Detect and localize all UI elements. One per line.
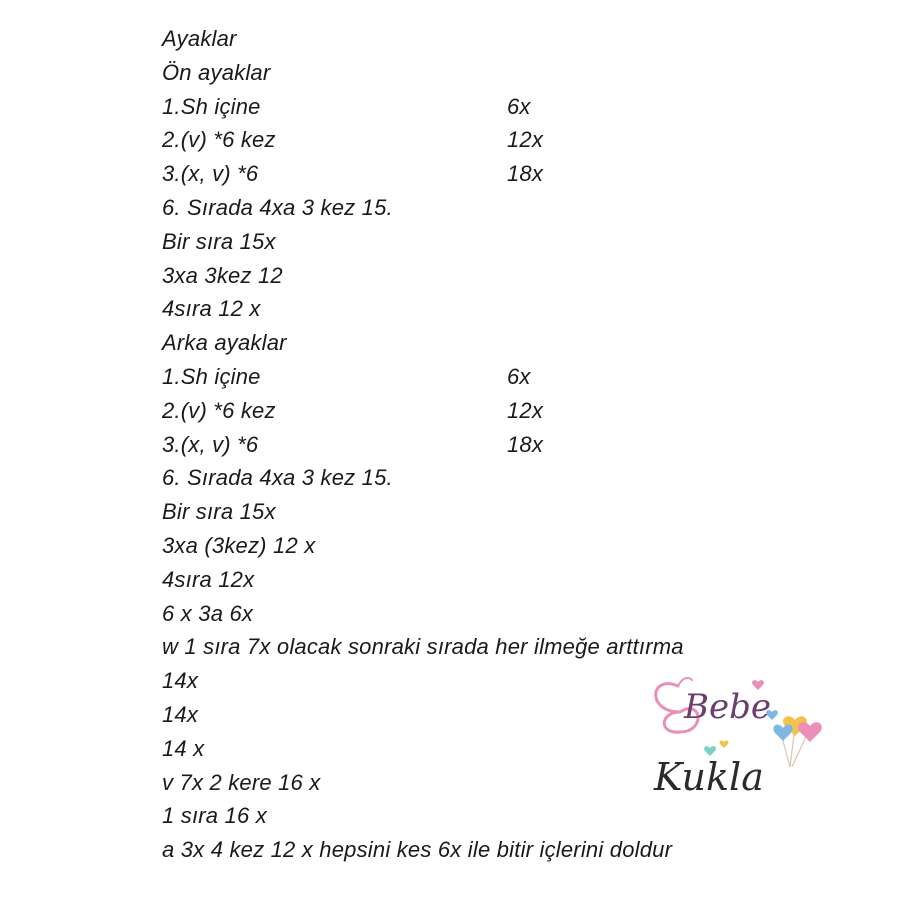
line-text: 4sıra 12x	[162, 566, 255, 592]
line-text: Bir sıra 15x	[162, 228, 276, 254]
line-text: 14x	[162, 668, 199, 694]
line-text: 2.(v) *6 kez	[162, 397, 276, 423]
line-text: 3.(x, v) *6	[162, 161, 259, 187]
stitch-count: 6x	[507, 93, 531, 119]
line-text: Arka ayaklar	[162, 330, 287, 356]
wing-upper-icon	[656, 684, 680, 732]
pattern-line	[162, 428, 862, 462]
line-text: 1 sıra 16 x	[162, 803, 267, 829]
pattern-line	[162, 292, 862, 326]
line-text: 1.Sh içine	[162, 363, 261, 389]
stitch-count: 18x	[507, 161, 544, 187]
pattern-line	[162, 529, 862, 563]
line-text: 2.(v) *6 kez	[162, 127, 276, 153]
logo-graphic	[640, 672, 830, 812]
line-text: 14x	[162, 701, 199, 727]
pattern-line	[162, 123, 862, 157]
logo-word-kukla: Kukla	[654, 755, 764, 799]
heart-balloon-pink-icon	[798, 722, 822, 742]
pattern-line	[162, 90, 862, 124]
pattern-line	[162, 326, 862, 360]
pattern-line	[162, 225, 862, 259]
pattern-line	[162, 597, 862, 631]
pattern-line	[162, 360, 862, 394]
pattern-line	[162, 495, 862, 529]
pattern-line	[162, 833, 862, 867]
pattern-line	[162, 630, 862, 664]
logo-word-bebe: Bebe	[684, 687, 771, 727]
stitch-count: 12x	[507, 127, 544, 153]
line-text: 3xa (3kez) 12 x	[162, 532, 316, 558]
heart-balloon-blue-icon	[773, 725, 792, 741]
line-text: 14 x	[162, 735, 205, 761]
pattern-line	[162, 157, 862, 191]
pattern-line	[162, 394, 862, 428]
line-text: a 3x 4 kez 12 x hepsini kes 6x ile bitir içlerini doldur	[162, 837, 673, 863]
heart-tiny-yellow-icon	[719, 741, 728, 748]
line-text: 3xa 3kez 12	[162, 262, 283, 288]
pattern-line	[162, 461, 862, 495]
stitch-count: 18x	[507, 431, 544, 457]
line-text: 1.Sh içine	[162, 93, 261, 119]
line-text: Ön ayaklar	[162, 59, 271, 85]
pattern-line	[162, 22, 862, 56]
line-text: 6 x 3a 6x	[162, 600, 254, 626]
pattern-line	[162, 191, 862, 225]
line-text: w 1 sıra 7x olacak sonraki sırada her ilmeğe arttırma	[162, 634, 684, 660]
line-text: 6. Sırada 4xa 3 kez 15.	[162, 465, 393, 491]
pattern-line	[162, 259, 862, 293]
line-text: 6. Sırada 4xa 3 kez 15.	[162, 194, 393, 220]
stitch-count: 6x	[507, 363, 531, 389]
line-text: Ayaklar	[162, 26, 237, 51]
pattern-line	[162, 56, 862, 90]
pattern-line	[162, 563, 862, 597]
antenna-icon	[678, 678, 692, 686]
line-text: Bir sıra 15x	[162, 499, 276, 525]
bebe-kukla-logo	[640, 672, 830, 812]
line-text: 3.(x, v) *6	[162, 431, 259, 457]
stitch-count: 12x	[507, 397, 544, 423]
line-text: 4sıra 12 x	[162, 296, 261, 322]
line-text: v 7x 2 kere 16 x	[162, 769, 321, 795]
